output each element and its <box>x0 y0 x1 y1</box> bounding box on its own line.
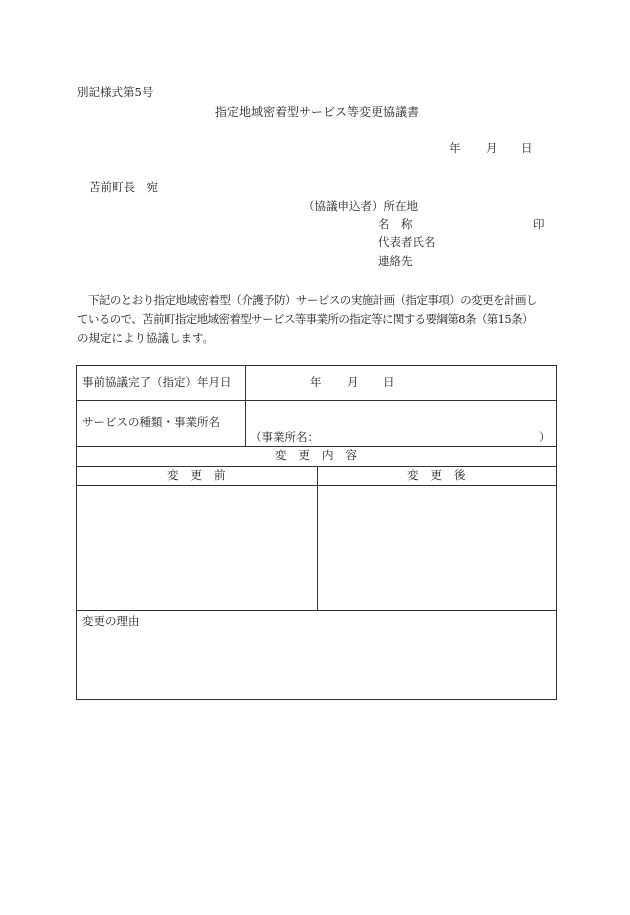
date-year: 年 <box>449 141 461 155</box>
before-change-header: 変更前 <box>167 468 238 482</box>
after-change-area[interactable] <box>319 487 555 608</box>
table-line <box>77 446 556 447</box>
office-name-close: ） <box>539 430 551 444</box>
table-line <box>245 366 246 446</box>
table-line <box>77 400 556 401</box>
service-type-label: サービスの種類・事業所名 <box>82 415 220 429</box>
completion-year: 年 <box>310 375 322 389</box>
completion-day: 日 <box>383 375 395 389</box>
applicant-address-label: （協議申込者）所在地 <box>303 199 418 213</box>
body-line-3: の規定により協議します。 <box>77 331 215 345</box>
office-name-open: （事業所名： <box>250 430 319 444</box>
table-line <box>317 466 318 610</box>
date-month: 月 <box>486 141 498 155</box>
representative-label: 代表者氏名 <box>378 235 436 249</box>
document-title: 指定地域密着型サービス等変更協議書 <box>215 105 420 119</box>
applicant-name-label: 名 称 <box>378 217 413 231</box>
completion-date-label: 事前協議完了（指定）年月日 <box>82 375 232 389</box>
change-form-table <box>76 365 557 700</box>
change-reason-label: 変更の理由 <box>82 614 140 628</box>
seal-mark: 印 <box>533 217 545 231</box>
addressee: 苫前町長 宛 <box>89 180 158 194</box>
after-change-header: 変更後 <box>407 468 478 482</box>
form-number: 別記様式第5号 <box>77 85 154 99</box>
before-change-area[interactable] <box>78 487 315 608</box>
contact-label: 連絡先 <box>378 254 413 268</box>
completion-month: 月 <box>347 375 359 389</box>
table-line <box>77 610 556 611</box>
change-content-header: 変更内容 <box>275 448 369 462</box>
body-line-2: ているので、苫前町指定地域密着型サービス等事業所の指定等に関する要綱第8条（第15条） <box>77 312 533 326</box>
body-line-1: 下記のとおり指定地域密着型（介護予防）サービスの実施計画（指定事項）の変更を計画し <box>77 293 537 307</box>
date-day: 日 <box>521 141 533 155</box>
